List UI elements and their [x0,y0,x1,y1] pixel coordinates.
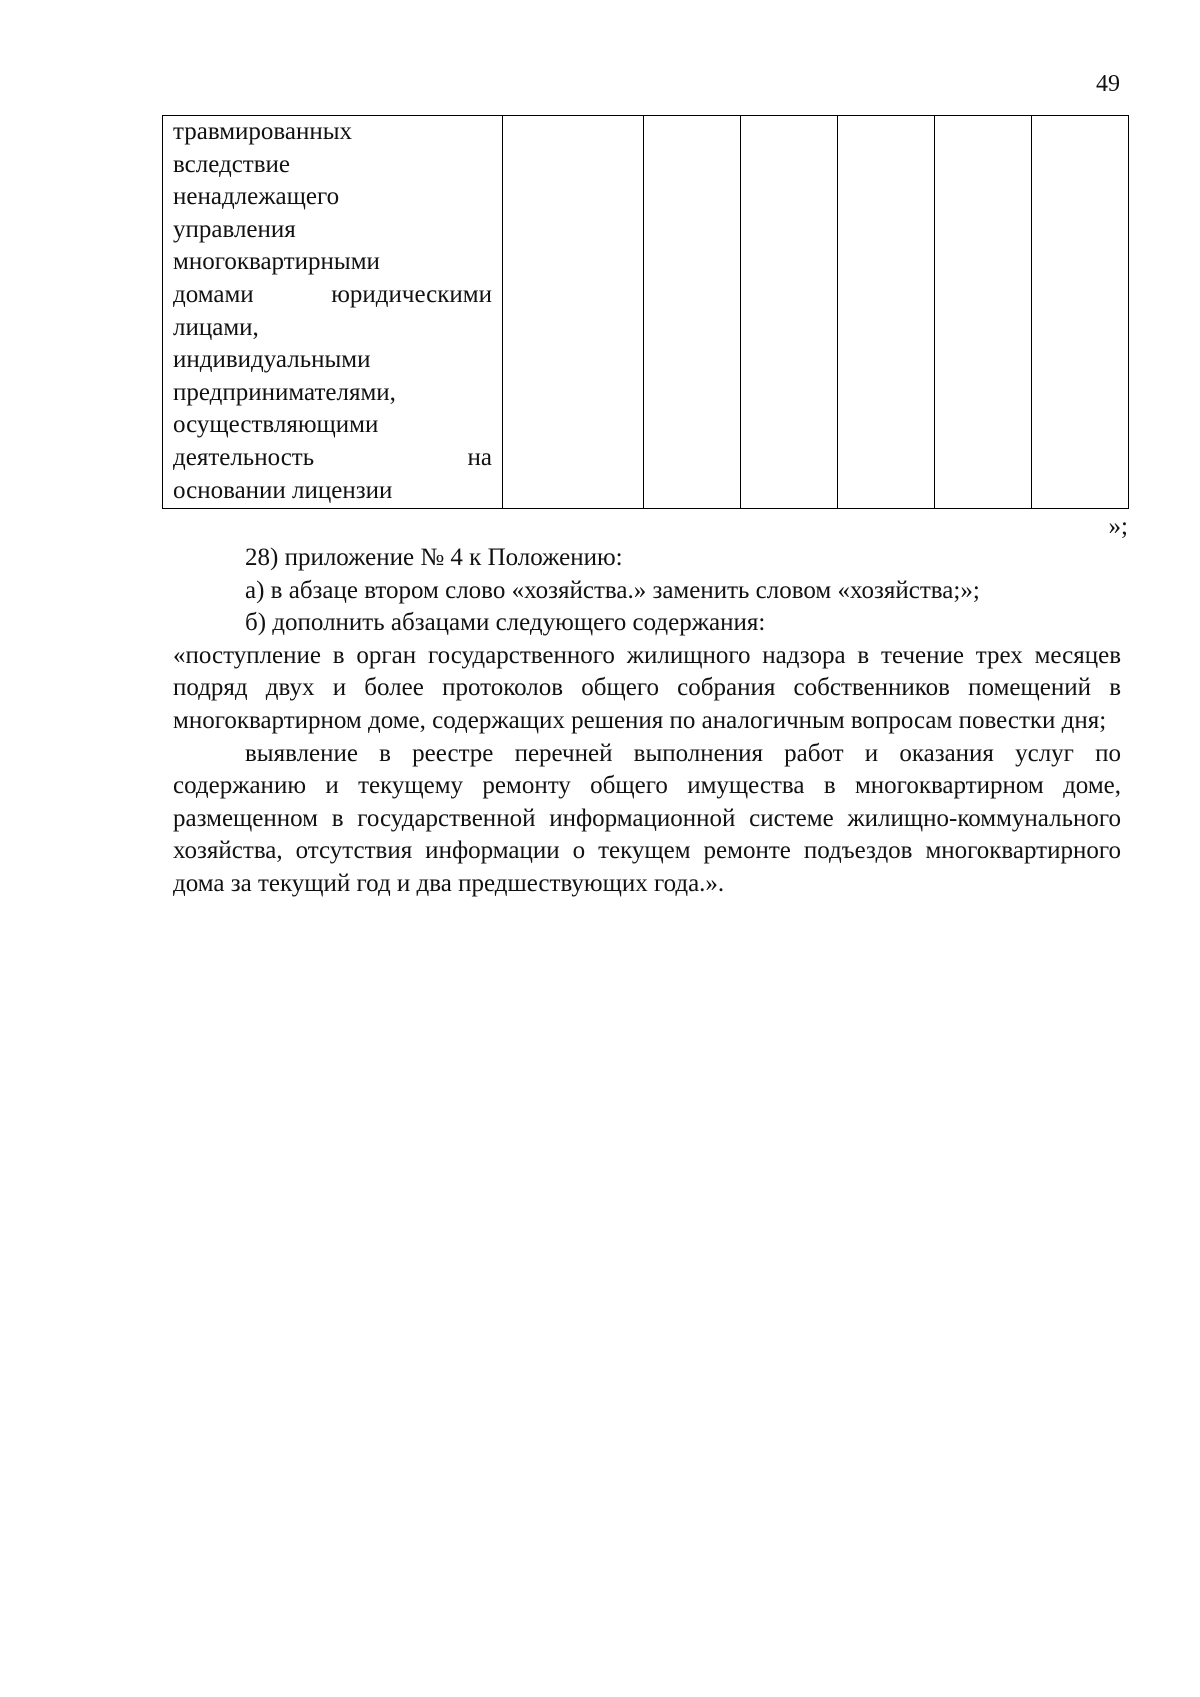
description-line: предпринимателями, [173,378,396,406]
description-line: индивидуальными [173,346,371,374]
paragraph-item-28: 28) приложение № 4 к Положению: [245,544,623,571]
paragraph-quoted-2: выявление в реестре перечней выполнения работ и оказания услуг по содержанию и текущему ремонту общего имущества в многоквартирном доме, размещенном в государственной информационной системе жилищно-коммунального хозяйства, отсутствия информации о текущем ремонте подъездов многоквартирного дома за текущий год и два предшествующих года.». [173,739,1121,897]
closing-quote: »; [1108,513,1128,540]
table-cell-empty [935,116,1032,509]
paragraph-sub-b: б) дополнить абзацами следующего содержания: [245,609,766,637]
description-line: многоквартирными [173,248,380,276]
indicator-table [162,115,1129,509]
description-line: управления [173,215,296,243]
table-cell-empty [1032,116,1129,509]
description-line: домами юридическими [173,280,492,308]
table-row [163,116,1129,509]
table-cell-empty [741,116,838,509]
description-line: осуществляющими [173,411,379,439]
description-line: вследствие [173,150,291,178]
paragraph-sub-a: а) в абзаце втором слово «хозяйства.» заменить словом «хозяйства;»; [245,576,980,604]
description-line: основании лицензии [173,476,393,504]
description-line: ненадлежащего [173,183,340,211]
paragraph-quoted-1: «поступление в орган государственного жилищного надзора в течение трех месяцев подряд двух и более протоколов общего собрания собственников помещений в многоквартирном доме, содержащих решения по аналогичным вопросам повестки дня; [173,641,1121,734]
description-line: травмированных [173,118,353,145]
description-text [173,116,492,507]
table-cell-empty [838,116,935,509]
table-cell-empty [503,116,644,509]
page-number: 49 [1096,71,1120,97]
description-line: лицами, [173,313,259,341]
table-cell-description [163,116,503,509]
description-line: деятельность на [173,443,492,471]
body-text [173,542,1121,901]
table-cell-empty [644,116,741,509]
